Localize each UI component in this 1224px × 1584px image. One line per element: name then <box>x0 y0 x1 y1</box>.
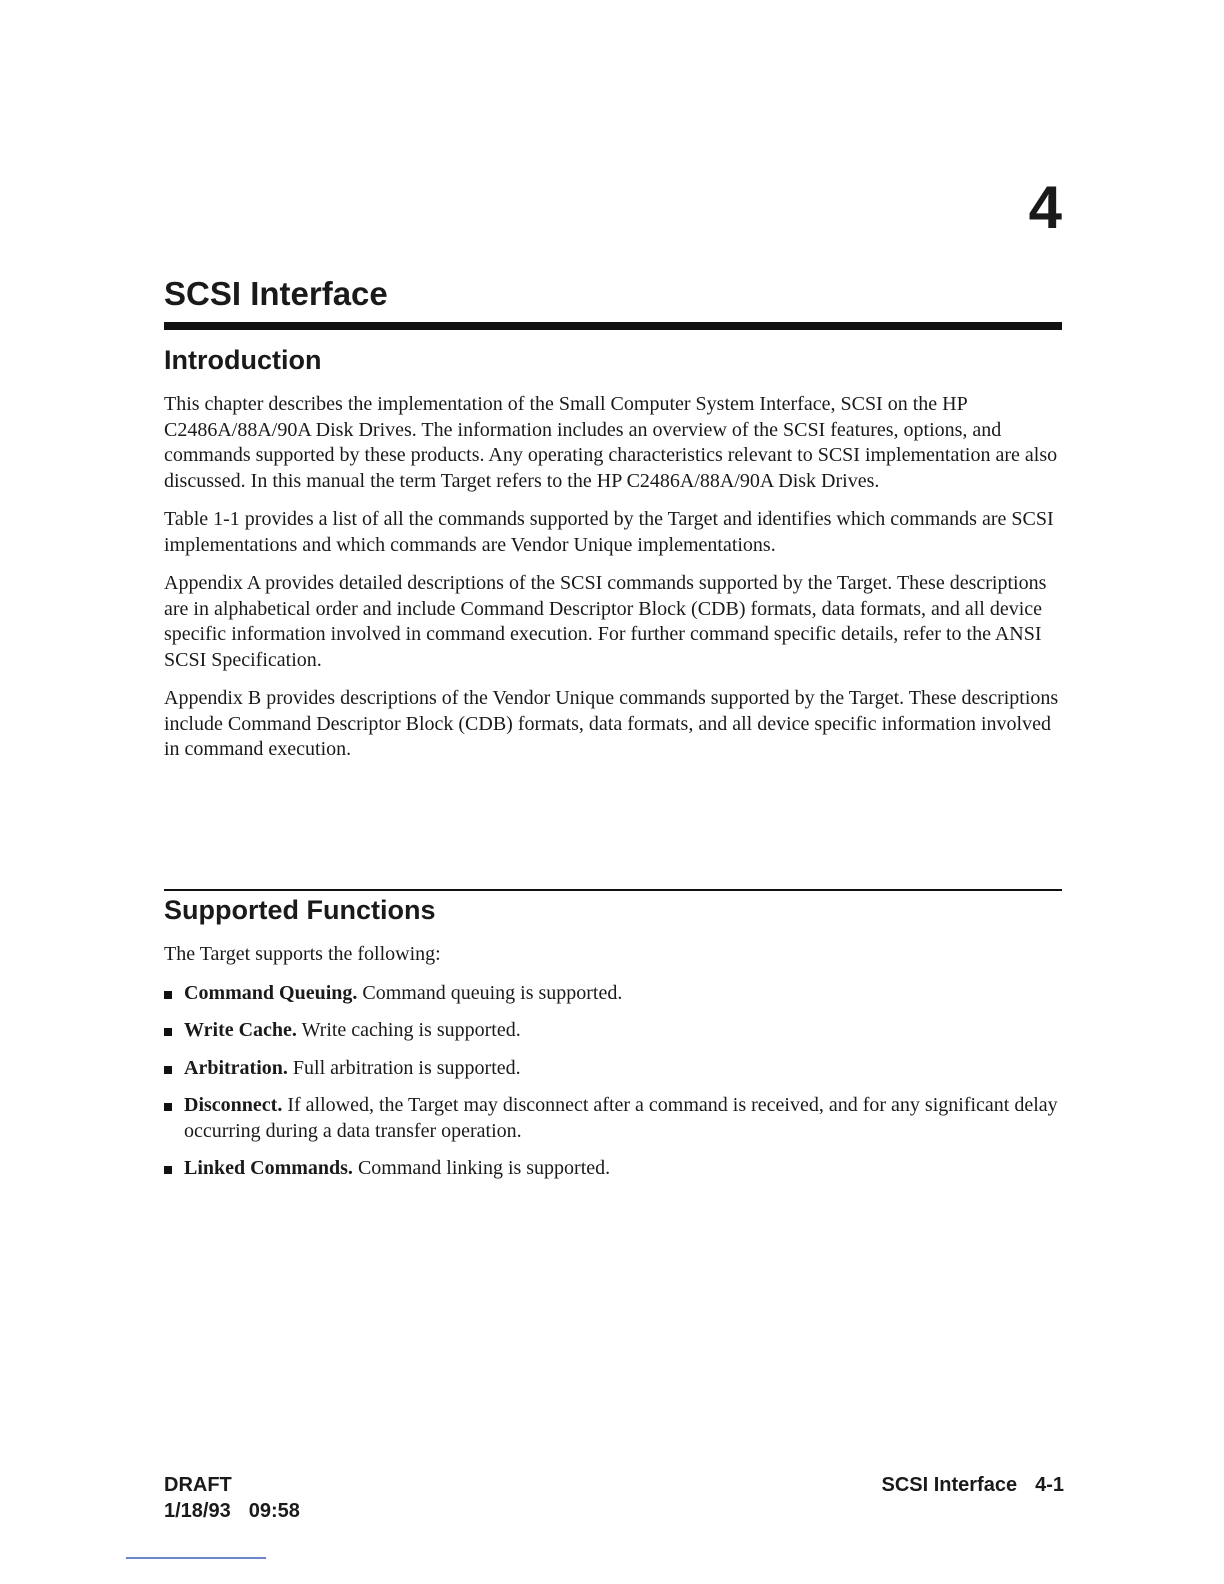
feature-term: Arbitration. <box>184 1056 288 1079</box>
list-item <box>164 981 1064 1007</box>
chapter-title: SCSI Interface <box>164 275 388 312</box>
scan-edge-mark <box>126 1557 266 1559</box>
square-bullet-icon <box>164 991 172 999</box>
supported-functions-heading: Supported Functions <box>164 895 436 925</box>
feature-text: If allowed, the Target may disconnect after a command is received, and for any significant delay occurring during a data transfer operation. <box>184 1094 1058 1142</box>
square-bullet-icon <box>164 1103 172 1111</box>
feature-term: Linked Commands. <box>184 1157 353 1179</box>
square-bullet-icon <box>164 1066 172 1074</box>
draft-date: 1/18/93 <box>164 1500 231 1522</box>
functions-lead: The Target supports the following: <box>164 943 441 965</box>
intro-paragraph-2: Table 1-1 provides a list of all the commands supported by the Target and identifies which commands are SCSI implementations and which commands are Vendor Unique implementations. <box>164 508 1054 556</box>
supported-functions-body <box>164 942 1064 1194</box>
footer-draft-info <box>164 1472 300 1524</box>
feature-text: Full arbitration is supported. <box>292 1056 521 1079</box>
list-item <box>164 1093 1064 1144</box>
feature-list <box>164 981 1064 1182</box>
footer-page-info <box>881 1472 1064 1498</box>
draft-label: DRAFT <box>164 1474 232 1496</box>
list-item <box>164 1018 1064 1044</box>
feature-term: Disconnect. <box>184 1094 283 1116</box>
feature-text: Command queuing is supported. <box>362 981 623 1004</box>
intro-paragraph-4: Appendix B provides descriptions of the Vendor Unique commands supported by the Target. These descriptions include Command Descriptor Block (CDB) formats, data formats, and all device specific information involved in command execution. <box>164 687 1059 760</box>
list-item <box>164 1056 1064 1082</box>
feature-text: Write caching is supported. <box>301 1019 521 1041</box>
section-rule <box>164 889 1062 891</box>
square-bullet-icon <box>164 1166 172 1174</box>
introduction-body <box>164 392 1064 776</box>
page-number: 4-1 <box>1035 1474 1064 1496</box>
chapter-number: 4 <box>1028 174 1062 241</box>
introduction-heading: Introduction <box>164 345 322 375</box>
draft-time: 09:58 <box>248 1500 300 1522</box>
square-bullet-icon <box>164 1028 172 1036</box>
feature-term: Command Queuing. <box>184 981 358 1004</box>
title-rule <box>164 322 1062 330</box>
footer-section-title: SCSI Interface <box>881 1474 1018 1496</box>
list-item <box>164 1156 1064 1182</box>
intro-paragraph-1: This chapter describes the implementation of the Small Computer System Interface, SCSI on the HP C2486A/88A/90A Disk Drives. The information includes an overview of the SCSI features, options, and commands supported by these products. Any operating characteristics relevant to SCSI implementation are also discussed. In this manual the term Target refers to the HP C2486A/88A/90A Disk Drives. <box>164 393 1058 492</box>
feature-text: Command linking is supported. <box>357 1157 611 1179</box>
intro-paragraph-3: Appendix A provides detailed descriptions of the SCSI commands supported by the Target. These descriptions are in alphabetical order and include Command Descriptor Block (CDB) formats, data formats, and all device specific information involved in command execution. For further command specific details, refer to the ANSI SCSI Specification. <box>164 572 1047 671</box>
draft-timestamp <box>164 1498 300 1524</box>
feature-term: Write Cache. <box>184 1019 297 1041</box>
